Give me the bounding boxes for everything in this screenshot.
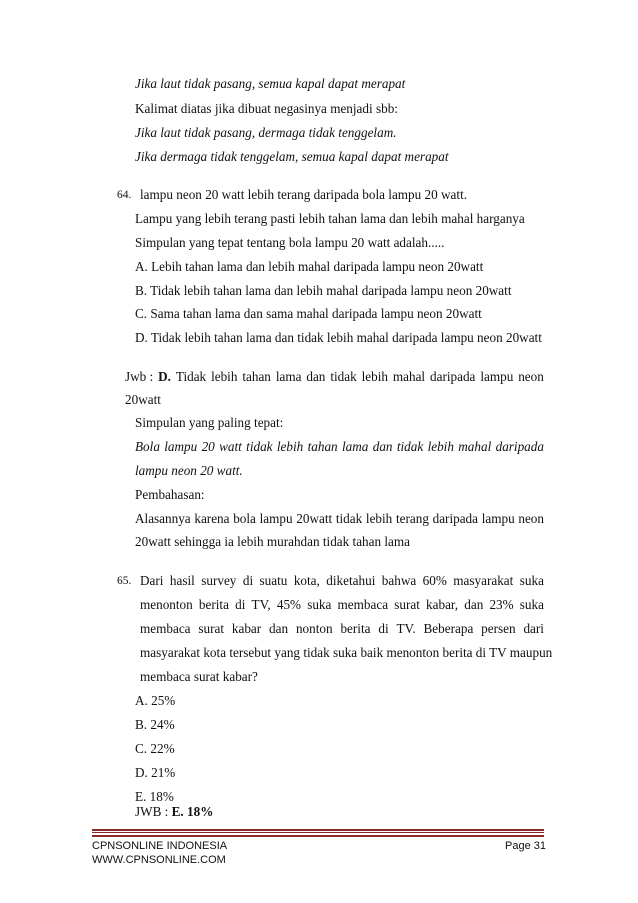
word: masyarakat (453, 573, 514, 588)
word: 45% (276, 597, 302, 612)
prev-line-1: Jika laut tidak pasang, semua kapal dapat merapat (135, 76, 406, 91)
word: suka (519, 573, 544, 588)
q64-line-1: lampu neon 20 watt lebih terang daripada bola lampu 20 watt. (140, 187, 468, 202)
q64-option-c: C. Sama tahan lama dan sama mahal daripada lampu neon 20watt (135, 306, 482, 321)
word: tidak (396, 439, 424, 454)
q64-answer-letter: D. (158, 369, 171, 384)
q65-answer-prefix: JWB : (135, 804, 169, 819)
word: dan (306, 369, 326, 384)
word: membaca (337, 597, 389, 612)
word: kabar, (426, 597, 459, 612)
word: bola (233, 511, 256, 526)
word: watt (219, 439, 242, 454)
word: daripada (432, 511, 479, 526)
q65-line-4: masyarakat kota tersebut yang tidak suka baik menonton berita di TV maupun (140, 645, 553, 660)
word: di (242, 573, 254, 588)
word: kota, (293, 573, 320, 588)
word: di (235, 597, 246, 612)
word: dan (464, 597, 484, 612)
q64-answer-line-2: 20watt (125, 392, 161, 407)
q65-option-a: A. 25% (135, 693, 176, 708)
word: dan (269, 621, 289, 636)
q64-answer-line (125, 369, 544, 385)
word: berita (340, 621, 371, 636)
word: menonton (140, 597, 193, 612)
footer-rule (92, 829, 544, 831)
q64-option-b: B. Tidak lebih tahan lama dan lebih mahal daripada lampu neon 20watt (135, 283, 512, 298)
q64-discussion-line-1 (135, 511, 544, 527)
word: lama (342, 439, 369, 454)
prev-line-3: Jika laut tidak pasang, dermaga tidak tenggelam. (135, 125, 397, 140)
word: lebih (211, 369, 238, 384)
footer-rule (92, 835, 544, 837)
word: karena (194, 511, 230, 526)
word: mahal (458, 439, 492, 454)
word: suka (519, 597, 544, 612)
word: bahwa (381, 573, 417, 588)
word: persen (481, 621, 516, 636)
word: tahan (307, 439, 338, 454)
q64-line-3: Simpulan yang tepat tentang bola lampu 20 watt adalah..... (135, 235, 445, 250)
q64-option-a: A. Lebih tahan lama dan lebih mahal daripada lampu neon 20watt (135, 259, 484, 274)
word: dan (372, 439, 393, 454)
footer-site: WWW.CPNSONLINE.COM (92, 854, 226, 866)
q64-discussion-line-2: 20watt sehingga ia lebih murahdan tidak tahan lama (135, 534, 411, 549)
prev-line-2: Kalimat diatas jika dibuat negasinya menjadi sbb: (135, 101, 398, 116)
word: 20watt (296, 511, 333, 526)
word: dari (523, 621, 544, 636)
word: 23% (489, 597, 514, 612)
word: Beberapa (423, 621, 474, 636)
q65-line-3 (140, 621, 544, 637)
word: terang (395, 511, 429, 526)
q64-discussion-label: Pembahasan: (135, 487, 205, 502)
prev-line-4: Jika dermaga tidak tenggelam, semua kapal dapat merapat (135, 149, 449, 164)
word: di (378, 621, 389, 636)
word: lampu (259, 511, 293, 526)
word: Dari (140, 573, 164, 588)
word: lama (275, 369, 302, 384)
word: survey (201, 573, 237, 588)
word: lampu (481, 511, 515, 526)
word: Tidak (175, 369, 207, 384)
word: TV, (251, 597, 271, 612)
word: tahan (242, 369, 271, 384)
word: neon (518, 369, 544, 384)
word: Alasannya (135, 511, 191, 526)
word: diketahui (326, 573, 376, 588)
q65-number: 65. (117, 575, 132, 587)
word: suka (307, 597, 332, 612)
word: lebih (276, 439, 304, 454)
word: lampu (480, 369, 514, 384)
footer-org: CPNSONLINE INDONESIA (92, 840, 228, 852)
word: membaca (140, 621, 191, 636)
word: nonton (295, 621, 333, 636)
q64-answer-prefix: Jwb : (125, 369, 154, 384)
q65-option-b: B. 24% (135, 717, 175, 732)
word: mahal (392, 369, 426, 384)
word: Bola (135, 439, 160, 454)
word: suatu (259, 573, 288, 588)
q64-number: 64. (117, 189, 132, 201)
word: tidak (246, 439, 273, 454)
word: hasil (169, 573, 195, 588)
word: tidak (335, 511, 363, 526)
footer-rule (92, 832, 544, 833)
q64-line-2: Lampu yang lebih terang pasti lebih tahan lama dan lebih mahal harganya (135, 211, 525, 226)
word: kabar (231, 621, 262, 636)
word: lebih (365, 511, 393, 526)
word: TV. (396, 621, 416, 636)
q64-option-d: D. Tidak lebih tahan lama dan tidak lebih mahal daripada lampu neon 20watt (135, 330, 542, 345)
word: lampu (164, 439, 198, 454)
q65-option-d: D. 21% (135, 765, 176, 780)
word: daripada (430, 369, 476, 384)
q65-answer-value: E. 18% (171, 804, 214, 819)
q65-option-c: C. 22% (135, 741, 175, 756)
word: berita (198, 597, 229, 612)
word: surat (198, 621, 225, 636)
word: lebih (427, 439, 454, 454)
footer-page-number: Page 31 (505, 840, 546, 852)
q65-option-e: E. 18% (135, 789, 174, 804)
word: tidak (330, 369, 357, 384)
q65-line-5: membaca surat kabar? (140, 669, 258, 684)
word: lebih (361, 369, 388, 384)
word: daripada (495, 439, 544, 454)
word: neon (518, 511, 544, 526)
word: surat (394, 597, 420, 612)
word: 60% (422, 573, 447, 588)
q64-conclusion-line-2: lampu neon 20 watt. (135, 463, 243, 478)
q65-line-2 (140, 597, 544, 613)
q64-conclusion-line-1 (135, 439, 544, 455)
word: 20 (201, 439, 215, 454)
q65-line-1 (140, 573, 544, 589)
q64-conclusion-label: Simpulan yang paling tepat: (135, 415, 284, 430)
q65-answer (135, 804, 213, 820)
